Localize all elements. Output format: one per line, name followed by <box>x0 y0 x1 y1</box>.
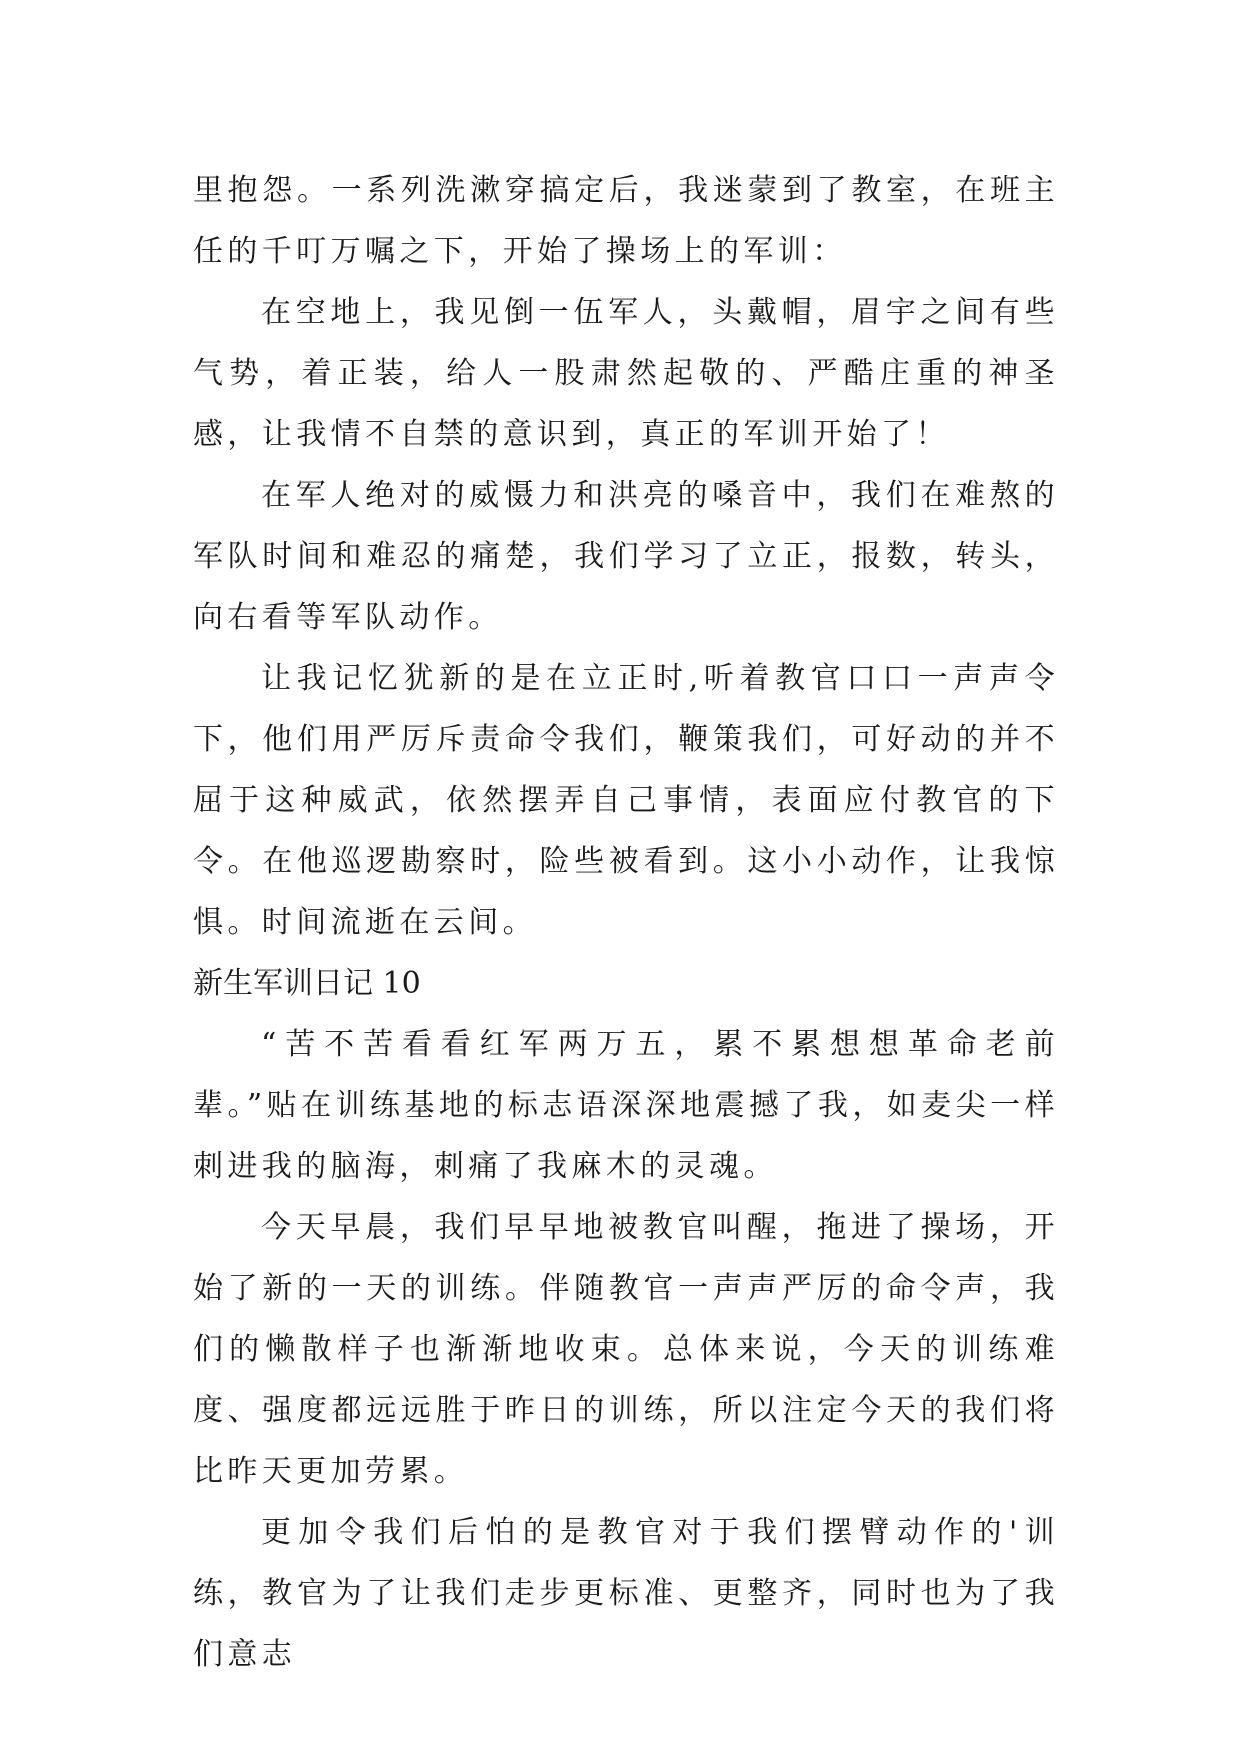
document-body <box>193 160 1059 1685</box>
paragraph: 让我记忆犹新的是在立正时,听着教官口口一声声令下，他们用严厉斥责命令我们，鞭策我们，可好动的并不屈于这种威武，依然摆弄自己事情，表面应付教官的下令。在他巡逻勘察时，险些被看到。这小小动作，让我惊惧。时间流逝在云间。 <box>193 661 1059 940</box>
paragraph: 在军人绝对的威慑力和洪亮的嗓音中，我们在难熬的军队时间和难忍的痛楚，我们学习了立正，报数，转头，向右看等军队动作。 <box>193 478 1059 635</box>
paragraph: 今天早晨，我们早早地被教官叫醒，拖进了操场，开始了新的一天的训练。伴随教官一声声严厉的命令声，我们的懒散样子也渐渐地收束。总体来说，今天的训练难度、强度都远远胜于昨日的训练，所以注定今天的我们将比昨天更加劳累。 <box>193 1210 1059 1489</box>
paragraph: 里抱怨。一系列洗漱穿搞定后，我迷蒙到了教室，在班主任的千叮万嘱之下，开始了操场上的军训： <box>193 173 1059 269</box>
section-heading: 新生军训日记 10 <box>193 966 421 1001</box>
paragraph: 在空地上，我见倒一伍军人，头戴帽，眉宇之间有些气势，着正装，给人一股肃然起敬的、严酷庄重的神圣感，让我情不自禁的意识到，真正的军训开始了！ <box>193 295 1059 452</box>
paragraph: 更加令我们后怕的是教官对于我们摆臂动作的'训练，教官为了让我们走步更标准、更整齐，同时也为了我们意志 <box>193 1515 1059 1672</box>
paragraph: “苦不苦看看红军两万五，累不累想想革命老前辈。”贴在训练基地的标志语深深地震撼了我，如麦尖一样刺进我的脑海，刺痛了我麻木的灵魂。 <box>193 1027 1059 1184</box>
